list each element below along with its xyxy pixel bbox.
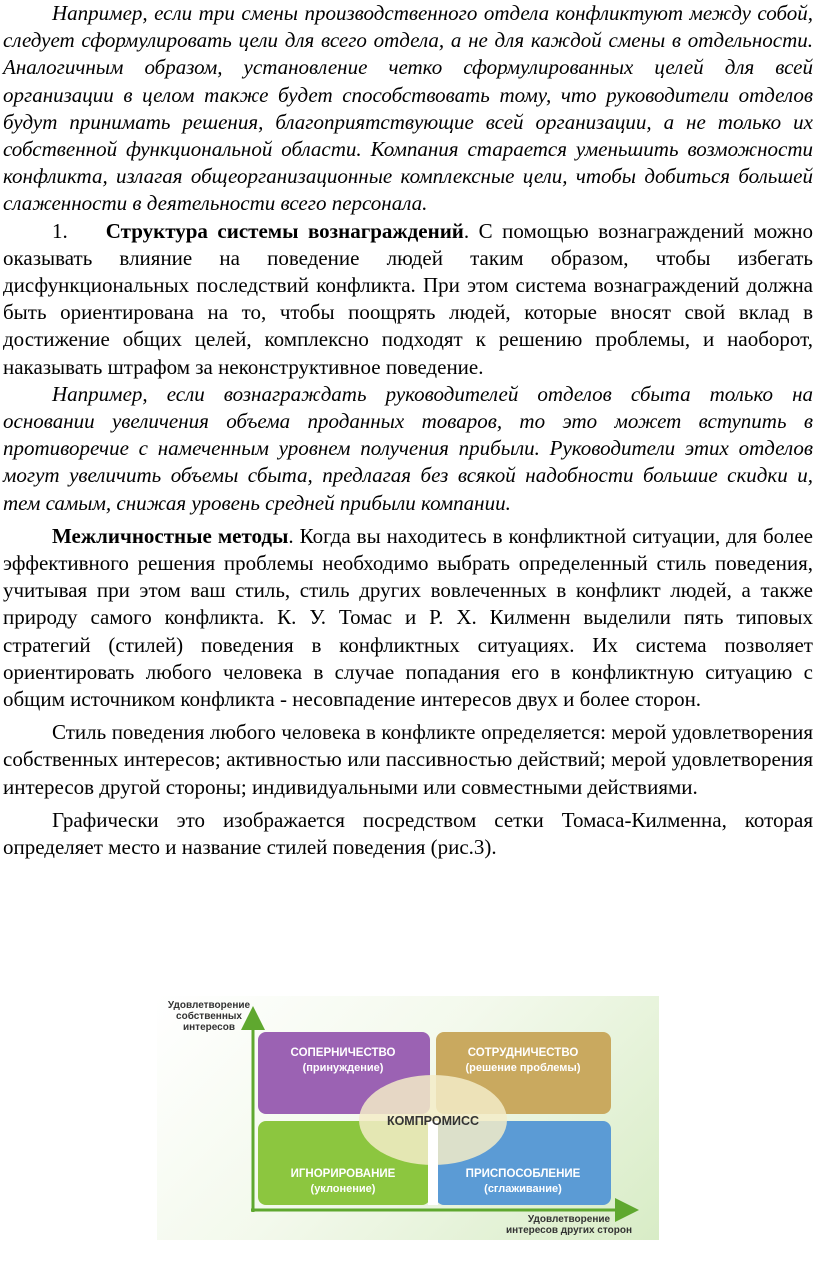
- paragraph-reward-system: [0, 218, 816, 381]
- quadrant-cooperation-subtitle: (решение проблемы): [465, 1062, 581, 1074]
- y-axis-label-line-3: интересов: [182, 1022, 236, 1033]
- quadrant-cooperation-title: СОТРУДНИЧЕСТВО: [467, 1047, 579, 1059]
- quadrant-accommodation-title: ПРИСПОСОБЛЕНИЕ: [465, 1168, 581, 1180]
- quadrant-rivalry-title: СОПЕРНИЧЕСТВО: [290, 1047, 396, 1059]
- x-axis-label-line-1: Удовлетворение: [527, 1214, 611, 1225]
- quadrant-accommodation-subtitle: (сглаживание): [484, 1183, 562, 1195]
- paragraph-example-sales: Например, если вознаграждать руководителей отделов сбыта только на основании увеличения объема проданных товаров, то это может вступить в противоречие с намеченным уровнем получения прибыли. Руководители этих отделов могут увеличить объемы сбыта, предлагая без всякой надобности большие скидки и, тем самым, снижая уровень средней прибыли компании.: [3, 381, 813, 515]
- quadrant-avoidance-subtitle: (уклонение): [310, 1183, 376, 1195]
- paragraph-example-shifts: Например, если три смены производственного отдела конфликтуют между собой, следует сформулировать цели для всего отдела, а не для каждой смены в отдельности. Аналогичным образом, установление четко сформулированных целей для всей организации в целом также будет способствовать тому, что руководители отделов будут принимать решения, благоприятствующие всей организации, а не только их собственной функциональной области. Компания старается уменьшить возможности конфликта, излагая общеорганизационные комплексные цели, чтобы добиться большей слаженности в деятельности всего персонала.: [3, 1, 813, 216]
- paragraph-graphic-grid: Графически это изображается посредством сетки Томаса-Килменна, которая определяет место и название стилей поведения (рис.3).: [3, 807, 813, 860]
- y-axis-label-line-2: собственных: [176, 1011, 242, 1022]
- quadrant-rivalry-subtitle: (принуждение): [302, 1062, 384, 1074]
- paragraph-interpersonal-methods-text: . Когда вы находитесь в конфликтной ситуации, для более эффективного решения проблемы необходимо выбрать определенный стиль поведения, учитывая при этом ваш стиль, стиль других вовлеченных в конфликт людей, а также природу самого конфликта. К. У. Томас и Р. Х. Килменн выделили пять типовых стратегий (стилей) поведения в конфликтных ситуациях. Их система позволяет ориентировать любого человека в случае попадания его в конфликтную ситуацию с общим источником конфликта - несовпадение интересов двух и более сторон.: [3, 523, 813, 712]
- compromise-label: КОМПРОМИСС: [386, 1114, 480, 1128]
- paragraph-interpersonal-methods: [0, 523, 816, 713]
- paragraph-reward-system-text: . С помощью вознаграждений можно оказывать влияние на поведение людей таким образом, чтобы избегать дисфункциональных последствий конфликта. При этом система вознаграждений должна быть ориентирована на то, чтобы поощрять людей, которые вносят свой вклад в достижение общих целей, комплексно подходят к решению проблемы, и наоборот, наказывать штрафом за неконструктивное поведение.: [3, 218, 814, 379]
- thomas-kilmann-grid: [157, 996, 659, 1240]
- paragraph-behavior-style: Стиль поведения любого человека в конфликте определяется: мерой удовлетворения собственных интересов; активностью или пассивностью действий; мерой удовлетворения интересов другой стороны; индивидуальными или совместными действиями.: [3, 720, 813, 799]
- section-heading-reward-system: Структура системы вознаграждений: [105, 218, 464, 243]
- list-number: 1.: [52, 218, 68, 243]
- quadrant-avoidance-title: ИГНОРИРОВАНИЕ: [290, 1168, 396, 1180]
- section-heading-interpersonal-methods: Межличностные методы: [52, 523, 289, 548]
- center-divider-bottom: [428, 1121, 438, 1205]
- y-axis-label-line-1: Удовлетворение: [167, 1000, 251, 1011]
- thomas-kilmann-grid-figure: [157, 996, 659, 1240]
- x-axis-label-line-2: интересов других сторон: [505, 1225, 633, 1236]
